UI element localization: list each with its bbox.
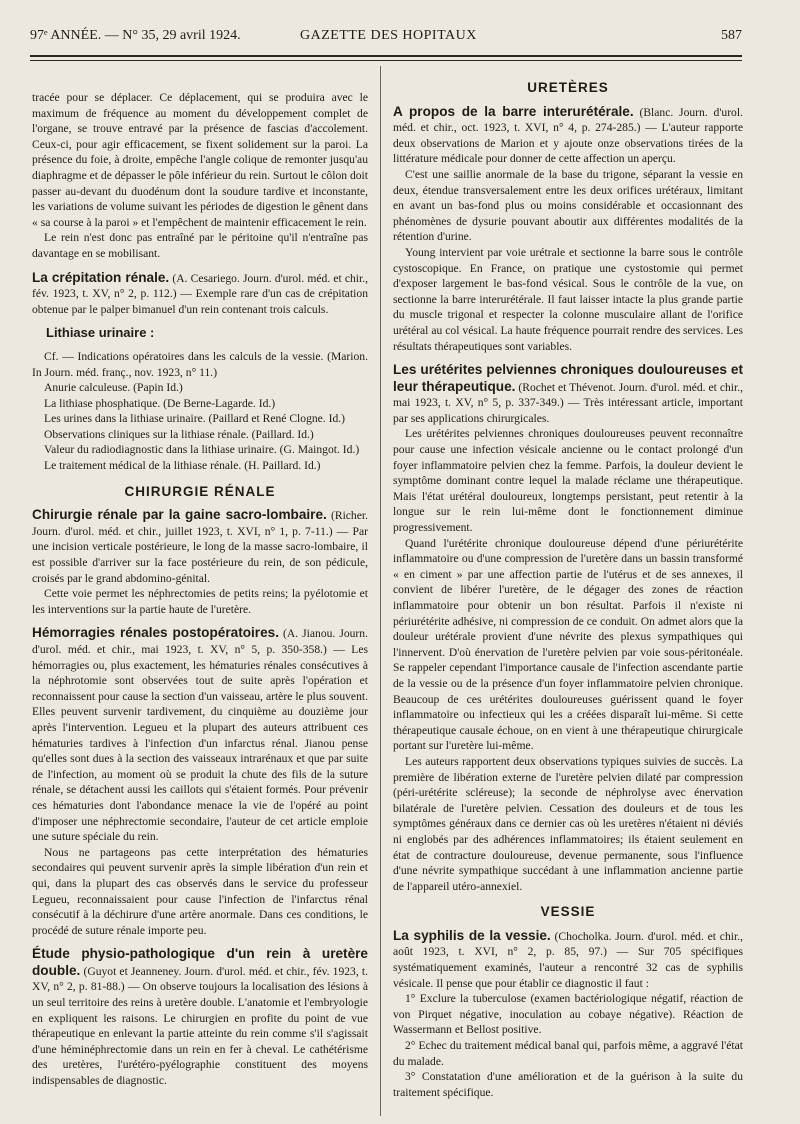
section-heading: URETÈRES [527, 80, 609, 95]
article-reference: (A. Jianou. Journ. d'urol. méd. et chir., mai 1923, t. XV, n° 5, p. 350-358.) — Les hémorragies ou, plus exactement, les hématuries rénales consécutives à la néphrotomie sont observées tout de suite après l'opération et reconnaissent pour cause la section d'un vaisseau, artère le plus souvent. Elles peuvent survenir tardivement, du cinquième au douzième jour après l'intervention. Legueu et la plupart des auteurs attribuent ces hématuries tardives à l'infection d'un infarctus rénal. Jianou pense qu'elles sont dues à la section des vaisseaux intrarénaux et que par suite de l'infection, au moment où se produit la chute des fils de la suture rénale, se détachent aussi les caillots qui s'étaient formés. Pour prévenir ces hématuries dont l'abondance menace la vie de l'opéré au point d'imposer une néphrectomie secondaire, l'auteur de cet article emploie une suture spéciale du rein. [32, 627, 368, 844]
page-number: 587 [721, 28, 742, 43]
article-title: A propos de la barre interurétérale. [393, 103, 634, 119]
journal-title: GAZETTE DES HOPITAUX [300, 28, 477, 43]
section-heading: VESSIE [540, 904, 596, 920]
list-item: 1° Exclure la tuberculose (examen bactériologique négatif, réaction de von Pirquet négative, inoculation au cobaye négative). Réaction de Wassermann et Bellost positive. [393, 992, 743, 1037]
page-header [30, 28, 742, 50]
paragraph: Les urétérites pelviennes chroniques douloureuses peuvent reconnaître pour cause une infection vésicale ancienne ou le contact prolongé d'un foyer inflammatoire pelvien chez la femme. Parfois, la douleur devient le symptôme dominant contre lequel la malade réclame une thérapeutique. Mais l'état urétéral douloureux, longtemps persistant, peut retentir à la longue sur le rein lui-même dont le fonctionnement diminue progressivement. [393, 427, 743, 535]
article-etude [32, 946, 368, 1088]
list-item: 3° Constatation d'une amélioration et de la guérison à la suite du traitement spécifique. [393, 1070, 743, 1099]
article-chirurgie [32, 507, 368, 586]
header-rule [30, 55, 742, 57]
article-ureterites [393, 362, 743, 426]
list-item: Les urines dans la lithiase urinaire. (Paillard et René Clogne. Id.) [44, 412, 346, 426]
article-title: Étude physio-pathologique d'un rein à uretère double. [32, 946, 368, 978]
list-item: La lithiase phosphatique. (De Berne-Lagarde. Id.) [44, 396, 276, 410]
article-title: La crépitation rénale. [32, 269, 170, 285]
list-item: Anurie calculeuse. (Papin Id.) [44, 381, 183, 395]
list-item: Cf. — Indications opératoires dans les calculs de la vessie. (Marion. In Journ. méd. franç., nov. 1923, n° 11.) [32, 349, 368, 379]
article-reference: (Blanc. Journ. d'urol. méd. et chir., oct. 1923, t. XVI, n° 4, p. 274-285.) — L'auteur rapporte deux observations de Marion et y ajoute onze observations tirées de la littérature médicale pour donner de cette affection un aperçu. [393, 105, 743, 166]
paragraph: Le rein n'est donc pas entraîné par le péritoine qu'il n'entraîne pas davantage en se mobilisant. [32, 231, 368, 260]
paragraph: C'est une saillie anormale de la base du trigone, séparant la vessie en deux, étendue transversalement entre les deux orifices urétéraux, limitant en avant un bas-fond plus ou moins considérable et occasionnant des phénomènes de dysurie pouvant aboutir aux différentes modalités de la rétention d'urine. [393, 167, 743, 244]
header-rule-thin [30, 60, 742, 61]
paragraph: Quand l'urétérite chronique douloureuse dépend d'une périurétérite inflammatoire ou d'une compression de l'uretère dans un bassin transformé « en ciment » par une affection partie de l'utérus et de ses annexes, il convient de libérer l'uretère, de le dégager des zones de réaction inflammatoire pour obtenir un bon résultat. Parfois il n'existe ni périurétérite adhésive, ni compression de ce conduit. On admet alors que la douleur urétérale provient d'une névrite des plexus sympathiques qui l'innervent. D'où énervation de l'uretère pelvien par voie sous-péritonéale. Se rappeler cependant l'importance causale de l'infection ascendante partie de la vessie ou de la présence d'un foyer inflammatoire pelvien chronique. Beaucoup de ces urétérites douloureuses guérissent quand le foyer inflammatoire ou infectieux qui les a créées disparaît lui-même. Si cette thérapeutique causale échoue, on en vient à une thérapeutique chirurgicale portant sur l'uretère lui-même. [393, 536, 743, 753]
list-item: Le traitement médical de la lithiase rénale. (H. Paillard. Id.) [44, 459, 321, 473]
right-column [393, 70, 743, 1100]
article-title: Chirurgie rénale par la gaine sacro-lombaire. [32, 507, 327, 523]
article-title: La syphilis de la vessie. [393, 927, 551, 943]
article-barre [393, 104, 743, 167]
column-divider [380, 66, 381, 1116]
article-title: Hémorragies rénales postopératoires. [32, 625, 279, 641]
section-heading: CHIRURGIE RÉNALE [124, 483, 276, 499]
article-reference: (Richer. Journ. d'urol. méd. et chir., juillet 1923, t. XVI, n° 1, p. 7-11.) — Par une incision verticale postérieure, le long de la masse sacro-lombaire, il est possible d'arriver sur la face postérieure du rein, de son pédicule, croisés par le grand abdomino-génital. [32, 509, 368, 585]
paragraph: Cette voie permet les néphrectomies de petits reins; la pyélotomie et les interventions sur la partie haute de l'uretère. [32, 587, 368, 616]
article-reference: (Rochet et Thévenot. Journ. d'urol. méd. et chir., mai 1923, t. XV, n° 5, p. 337-349.) — Très intéressant article, important par ses applications chirurgicales. [393, 380, 743, 425]
left-column [32, 90, 368, 1089]
paragraph: Les auteurs rapportent deux observations typiques suivies de succès. La première de libération externe de l'uretère pelvien dilaté par compression (péri-urétérite scléreuse); la seconde de néphrolyse avec énervation bilatérale de l'uretère pelvien. Cessation des douleurs et de tous les symptômes généraux dans ce dernier cas où les uretères n'étaient ni déviés ni englobés par des adhérences inflammatoires; ils étaient seulement en état de contracture douloureuse, devenue permanente, sous l'influence d'une névrite sympathique succédant à une inflammation ancienne partie de l'appareil utéro-annexiel. [393, 754, 743, 893]
lithiase-list [32, 349, 368, 474]
article-syphilis [393, 928, 743, 991]
article-hemorragies [32, 625, 368, 844]
paragraph: tracée pour se déplacer. Ce déplacement, qui se produira avec le maximum de fréquence au moment du développement complet de l'organe, se trouve entravé par la présence de fascias d'accolement. Ceux-ci, pour agir efficacement, se fixent solidement sur la paroi. La présence du foie, à droite, empêche l'angle colique de remonter jusqu'au diaphragme et de dépasser le pôle inférieur du rein. Surtout le côlon doit passer au-devant du duodénum dont la soudure tardive et inconstante, les variations de volume suivant les périodes de digestion le gênent dans « sa course à la paroi » et l'empêchent de maintenir efficacement le rein. [32, 91, 368, 229]
article-crepitation [32, 270, 368, 318]
article-reference: (A. Cesariego. Journ. d'urol. méd. et chir., fév. 1923, t. XV, n° 2, p. 112.) — Exemple rare d'un cas de crépitation obtenue par le palper bimanuel d'un rein contenant trois calculs. [32, 271, 369, 316]
list-item: Observations cliniques sur la lithiase rénale. (Paillard. Id.) [44, 427, 314, 441]
list-item: Valeur du radiodiagnostic dans la lithiase urinaire. (G. Maingot. Id.) [44, 443, 360, 457]
article-reference: (Guyot et Jeanneney. Journ. d'urol. méd. et chir., fév. 1923, t. XV, n° 2, p. 81-88.) — On observe toujours la localisation des lésions à un seul territoire des reins à uretère double. L'anatomie et l'embryologie en expliquent les raisons. Le chirurgien en profite du point de vue thérapeutique en enlevant la partie atteinte du rein comme s'il s'agissait d'une héminéphrectomie dans un rein en fer à cheval. Le cathétérisme des uretères, l'urétéro-pyélographie constituent des moyens indispensables de diagnostic. [32, 964, 368, 1088]
article-title: Les urétérites pelviennes chroniques douloureuses et leur thérapeutique. [393, 362, 743, 394]
paragraph: Young intervient par voie urétrale et sectionne la barre sous le contrôle cystoscopique. En France, on pratique une cystostomie qui permet d'exposer largement le bas-fond vésical. Sous le contrôle de la vue, on sectionne la barre interurétérale. Il faut laisser intacte la plus grande partie du muscle trigonal et respecter la colonne musculaire allant de l'orifice urétéral au col vésical. La haute fréquence pourrait rendre des services. Les résultats thérapeutiques sont variables. [393, 245, 743, 353]
article-reference: (Chocholka. Journ. d'urol. méd. et chir., août 1923, t. XVI, n° 2, p. 85, 97.) — Sur 705 spécifiques systématiquement examinés, l'auteur a rencontré 32 cas de syphilis vésicale. Il pense que pour établir ce diagnostic il faut : [393, 929, 743, 990]
list-item: 2° Echec du traitement médical banal qui, parfois même, a aggravé l'état du malade. [393, 1039, 743, 1068]
issue-info: 97ᵉ ANNÉE. — N° 35, 29 avril 1924. [30, 28, 241, 43]
subsection-heading: Lithiase urinaire : [46, 325, 155, 341]
paragraph: Nous ne partageons pas cette interprétation des hématuries secondaires qui peuvent survenir après la simple libération d'un rein et qui, dans la plupart des cas observés dans le service du professeur Legueu, reconnaissaient pour cause l'infection de l'infarctus rénal consécutif à la déchirure d'une artère anormale. Dans ces conditions, le procédé de suture rénale importe peu. [32, 845, 368, 937]
